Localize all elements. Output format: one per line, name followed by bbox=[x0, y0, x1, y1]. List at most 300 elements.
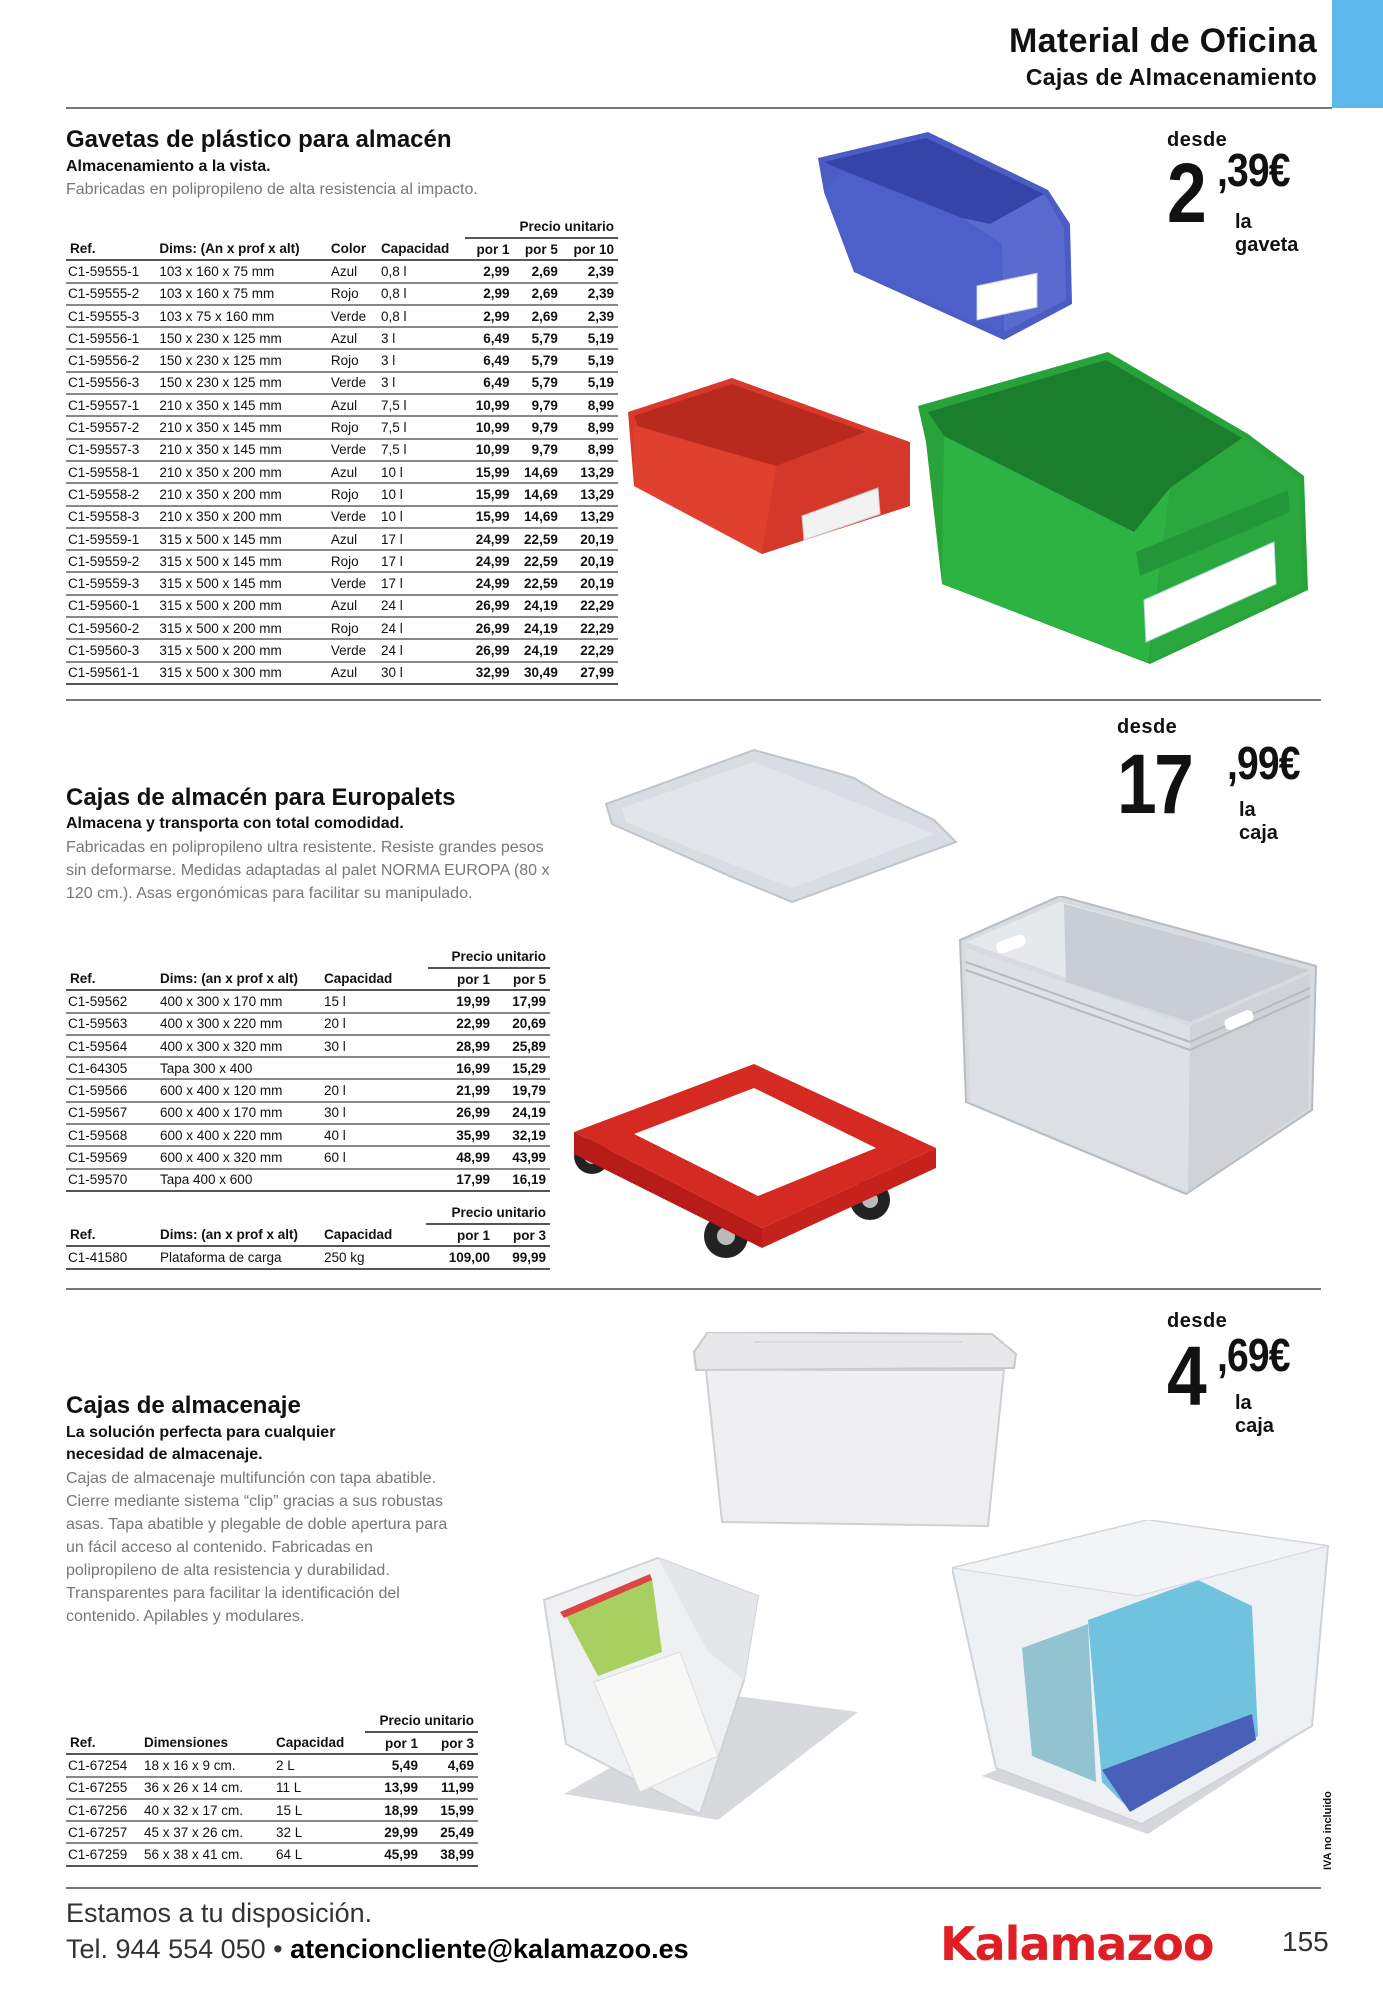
table-row bbox=[66, 1169, 550, 1191]
table-cell: 3 l bbox=[377, 349, 465, 371]
table-cell: Rojo bbox=[327, 349, 377, 371]
table-cell: Tapa 400 x 600 bbox=[156, 1169, 320, 1191]
table-cell: 315 x 500 x 200 mm bbox=[155, 595, 326, 617]
table-cell: 15 l bbox=[320, 990, 428, 1012]
table-cell: C1-59558-2 bbox=[66, 483, 155, 505]
table-cell: C1-59555-2 bbox=[66, 283, 155, 305]
col-capacidad: Capacidad bbox=[320, 968, 428, 990]
table-row bbox=[66, 1102, 550, 1124]
table-cell: 25,49 bbox=[422, 1821, 478, 1843]
table-cell: C1-59566 bbox=[66, 1079, 156, 1101]
table-cell: C1-59568 bbox=[66, 1124, 156, 1146]
table-cell: Rojo bbox=[327, 283, 377, 305]
table-cell: Azul bbox=[327, 595, 377, 617]
table-cell: C1-59557-2 bbox=[66, 416, 155, 438]
table-cell: 400 x 300 x 170 mm bbox=[156, 990, 320, 1012]
col-por1: por 1 bbox=[365, 1732, 422, 1754]
table-cell: 45 x 37 x 26 cm. bbox=[140, 1821, 272, 1843]
table-cell: 24,99 bbox=[465, 572, 513, 594]
table-cell: 315 x 500 x 200 mm bbox=[155, 639, 326, 661]
col-por3: por 3 bbox=[494, 1224, 550, 1246]
table-cell: 30 l bbox=[320, 1102, 428, 1124]
page-category-subtitle: Cajas de Almacenamiento bbox=[1025, 64, 1317, 90]
price-table-plataforma bbox=[66, 1202, 550, 1270]
table-cell: 210 x 350 x 145 mm bbox=[155, 394, 326, 416]
section-title: Cajas de almacén para Europalets bbox=[66, 784, 456, 811]
table-cell: 600 x 400 x 170 mm bbox=[156, 1102, 320, 1124]
table-row bbox=[66, 1035, 550, 1057]
table-cell: 26,99 bbox=[465, 639, 513, 661]
table-cell: 10 l bbox=[377, 483, 465, 505]
table-row bbox=[66, 1013, 550, 1035]
table-cell: 0,8 l bbox=[377, 283, 465, 305]
table-cell: C1-59562 bbox=[66, 990, 156, 1012]
section-tab-marker bbox=[1332, 0, 1383, 108]
table-cell: 32,99 bbox=[465, 662, 513, 684]
blue-bin-image bbox=[812, 132, 1082, 342]
col-dims: Dims: (an x prof x alt) bbox=[156, 1224, 320, 1246]
table-cell: 30 l bbox=[320, 1035, 428, 1057]
table-cell: C1-59557-1 bbox=[66, 394, 155, 416]
table-cell: C1-67254 bbox=[66, 1754, 140, 1776]
table-cell: 3 l bbox=[377, 372, 465, 394]
table-cell: 15 L bbox=[272, 1799, 365, 1821]
table-cell: 7,5 l bbox=[377, 439, 465, 461]
table-row bbox=[66, 506, 618, 528]
table-cell: Verde bbox=[327, 439, 377, 461]
price-table-europalets bbox=[66, 946, 550, 1192]
table-cell: Azul bbox=[327, 662, 377, 684]
table-row bbox=[66, 1821, 478, 1843]
table-row bbox=[66, 662, 618, 684]
table-cell: 8,99 bbox=[562, 394, 618, 416]
price-table-almacenaje bbox=[66, 1710, 478, 1867]
table-cell: 26,99 bbox=[465, 617, 513, 639]
table-cell: 210 x 350 x 145 mm bbox=[155, 416, 326, 438]
table-cell: Verde bbox=[327, 572, 377, 594]
table-cell: 210 x 350 x 200 mm bbox=[155, 506, 326, 528]
table-cell: C1-59556-2 bbox=[66, 349, 155, 371]
table-cell: Azul bbox=[327, 260, 377, 282]
table-row bbox=[66, 305, 618, 327]
table-row bbox=[66, 416, 618, 438]
table-cell: 20,19 bbox=[562, 550, 618, 572]
table-cell: 11 L bbox=[272, 1777, 365, 1799]
table-cell: 22,59 bbox=[514, 572, 562, 594]
col-dims: Dims: (An x prof x alt) bbox=[155, 238, 326, 260]
table-cell: 315 x 500 x 145 mm bbox=[155, 550, 326, 572]
table-cell: 21,99 bbox=[428, 1079, 494, 1101]
table-cell: C1-59558-3 bbox=[66, 506, 155, 528]
table-cell: 150 x 230 x 125 mm bbox=[155, 349, 326, 371]
col-por1: por 1 bbox=[465, 238, 513, 260]
table-cell: 64 L bbox=[272, 1843, 365, 1865]
red-dolly-image bbox=[570, 1060, 940, 1268]
table-row bbox=[66, 1146, 550, 1168]
table-row bbox=[66, 260, 618, 282]
table-cell: C1-59570 bbox=[66, 1169, 156, 1191]
col-ref: Ref. bbox=[66, 1732, 140, 1754]
table-cell: 2,39 bbox=[562, 305, 618, 327]
table-cell: 18 x 16 x 9 cm. bbox=[140, 1754, 272, 1776]
table-cell: 8,99 bbox=[562, 416, 618, 438]
table-row bbox=[66, 572, 618, 594]
table-row bbox=[66, 461, 618, 483]
table-cell: 5,79 bbox=[514, 349, 562, 371]
table-cell: C1-67256 bbox=[66, 1799, 140, 1821]
table-cell: 5,79 bbox=[514, 327, 562, 349]
table-cell: C1-59560-2 bbox=[66, 617, 155, 639]
table-cell: 24 l bbox=[377, 595, 465, 617]
clear-box-with-lid-image bbox=[692, 1332, 1018, 1528]
table-cell: 0,8 l bbox=[377, 260, 465, 282]
col-dims: Dims: (an x prof x alt) bbox=[156, 968, 320, 990]
table-cell: C1-59569 bbox=[66, 1146, 156, 1168]
table-row bbox=[66, 1246, 550, 1268]
table-cell: 20 l bbox=[320, 1079, 428, 1101]
table-cell: 5,19 bbox=[562, 349, 618, 371]
table-cell: 7,5 l bbox=[377, 394, 465, 416]
table-cell: 17,99 bbox=[494, 990, 550, 1012]
table-cell: 22,29 bbox=[562, 617, 618, 639]
table-cell: 600 x 400 x 320 mm bbox=[156, 1146, 320, 1168]
price-unit: la gaveta bbox=[1235, 211, 1299, 256]
section-title: Gavetas de plástico para almacén bbox=[66, 126, 452, 153]
col-por3: por 3 bbox=[422, 1732, 478, 1754]
table-cell: 36 x 26 x 14 cm. bbox=[140, 1777, 272, 1799]
table-cell: 35,99 bbox=[428, 1124, 494, 1146]
table-cell: 250 kg bbox=[320, 1246, 426, 1268]
table-row bbox=[66, 617, 618, 639]
table-cell: C1-59555-1 bbox=[66, 260, 155, 282]
table-cell: C1-59556-1 bbox=[66, 327, 155, 349]
table-cell: 20 l bbox=[320, 1013, 428, 1035]
table-row bbox=[66, 283, 618, 305]
table-cell: 56 x 38 x 41 cm. bbox=[140, 1843, 272, 1865]
footer-bullet: • bbox=[265, 1934, 291, 1964]
table-cell: 24,19 bbox=[514, 617, 562, 639]
table-cell: 22,59 bbox=[514, 550, 562, 572]
table-cell: 24,99 bbox=[465, 528, 513, 550]
table-cell: 10,99 bbox=[465, 394, 513, 416]
col-capacidad: Capacidad bbox=[377, 238, 465, 260]
col-capacidad: Capacidad bbox=[272, 1732, 365, 1754]
table-row bbox=[66, 639, 618, 661]
table-cell: 2,99 bbox=[465, 260, 513, 282]
table-cell: 38,99 bbox=[422, 1843, 478, 1865]
footer-phone: Tel. 944 554 050 bbox=[66, 1934, 266, 1964]
table-cell: C1-59560-3 bbox=[66, 639, 155, 661]
clear-box-folders-image bbox=[540, 1556, 866, 1822]
table-cell: Rojo bbox=[327, 617, 377, 639]
table-cell: Azul bbox=[327, 461, 377, 483]
table-cell: 45,99 bbox=[365, 1843, 422, 1865]
table-cell: 15,99 bbox=[422, 1799, 478, 1821]
price-decimal: ,69€ bbox=[1217, 1329, 1290, 1381]
table-cell: 10,99 bbox=[465, 416, 513, 438]
footer-email-link[interactable]: atencioncliente@kalamazoo.es bbox=[290, 1934, 689, 1964]
table-cell: 315 x 500 x 200 mm bbox=[155, 617, 326, 639]
table-cell: C1-67255 bbox=[66, 1777, 140, 1799]
grey-crate-image bbox=[956, 896, 1320, 1196]
table-cell: Azul bbox=[327, 394, 377, 416]
table-cell: 14,69 bbox=[514, 506, 562, 528]
table-cell: 5,19 bbox=[562, 327, 618, 349]
table-cell: 11,99 bbox=[422, 1777, 478, 1799]
table-cell: 2,69 bbox=[514, 305, 562, 327]
table-cell: 600 x 400 x 220 mm bbox=[156, 1124, 320, 1146]
footer-divider bbox=[66, 1887, 1321, 1889]
table-cell: 150 x 230 x 125 mm bbox=[155, 327, 326, 349]
table-cell: 15,99 bbox=[465, 461, 513, 483]
col-ref: Ref. bbox=[66, 968, 156, 990]
section-tagline: La solución perfecta para cualquier necesidad de almacenaje. bbox=[66, 1424, 336, 1463]
table-cell: 2,69 bbox=[514, 260, 562, 282]
table-cell: 13,29 bbox=[562, 461, 618, 483]
precio-unitario-label: Precio unitario bbox=[365, 1710, 478, 1732]
table-cell: 20,69 bbox=[494, 1013, 550, 1035]
page-number: 155 bbox=[1282, 1926, 1329, 1957]
table-cell: C1-59561-1 bbox=[66, 662, 155, 684]
table-row bbox=[66, 1843, 478, 1865]
table-cell: 9,79 bbox=[514, 439, 562, 461]
green-bin-image bbox=[918, 352, 1310, 664]
table-cell: 19,99 bbox=[428, 990, 494, 1012]
footer-tagline: Estamos a tu disposición. bbox=[66, 1898, 373, 1928]
col-por5: por 5 bbox=[494, 968, 550, 990]
table-cell: 2,99 bbox=[465, 283, 513, 305]
table-row bbox=[66, 439, 618, 461]
table-cell: 14,69 bbox=[514, 461, 562, 483]
price-integer: 17 bbox=[1117, 737, 1192, 831]
table-cell: C1-59555-3 bbox=[66, 305, 155, 327]
price-unit: la caja bbox=[1239, 799, 1278, 844]
table-cell: 28,99 bbox=[428, 1035, 494, 1057]
table-cell: C1-59559-2 bbox=[66, 550, 155, 572]
table-cell: 26,99 bbox=[428, 1102, 494, 1124]
table-cell: Azul bbox=[327, 528, 377, 550]
price-decimal: ,99€ bbox=[1227, 737, 1300, 789]
price-decimal: ,39€ bbox=[1217, 144, 1290, 196]
table-cell: 5,19 bbox=[562, 372, 618, 394]
table-cell: 40 l bbox=[320, 1124, 428, 1146]
table-cell: 40 x 32 x 17 cm. bbox=[140, 1799, 272, 1821]
table-cell: 19,79 bbox=[494, 1079, 550, 1101]
desde-label: desde bbox=[1167, 1310, 1228, 1332]
table-row bbox=[66, 550, 618, 572]
section-description: Fabricadas en polipropileno ultra resistente. Resiste grandes pesos sin deformarse. Medidas adaptadas al palet NORMA EUROPA (80 x 120 cm.). Asas ergonómicas para facilitar su manipulado. bbox=[66, 839, 550, 902]
table-cell: 4,69 bbox=[422, 1754, 478, 1776]
table-row bbox=[66, 1799, 478, 1821]
table-cell: 600 x 400 x 120 mm bbox=[156, 1079, 320, 1101]
section-divider bbox=[66, 1288, 1321, 1290]
desde-label: desde bbox=[1117, 716, 1178, 738]
section-divider bbox=[66, 699, 1321, 701]
section-description: Cajas de almacenaje multifunción con tapa abatible. Cierre mediante sistema “clip” gracias a sus robustas asas. Tapa abatible y plegable de doble apertura para un fácil acceso al contenido. Fabricadas en polipropileno de alta resistencia y durabilidad. Transparentes para facilitar la identificación del contenido. Apilables y modulares. bbox=[66, 1470, 448, 1625]
table-row bbox=[66, 349, 618, 371]
table-cell: 9,79 bbox=[514, 394, 562, 416]
col-capacidad: Capacidad bbox=[320, 1224, 426, 1246]
table-row bbox=[66, 327, 618, 349]
table-cell: 17 l bbox=[377, 550, 465, 572]
table-cell: Verde bbox=[327, 305, 377, 327]
table-cell: 24,99 bbox=[465, 550, 513, 572]
col-por10: por 10 bbox=[562, 238, 618, 260]
table-cell: 103 x 160 x 75 mm bbox=[155, 260, 326, 282]
table-cell: 18,99 bbox=[365, 1799, 422, 1821]
table-cell: 15,99 bbox=[465, 483, 513, 505]
table-cell: 5,79 bbox=[514, 372, 562, 394]
table-cell: 22,29 bbox=[562, 639, 618, 661]
table-cell bbox=[320, 1169, 428, 1191]
table-cell: 32 L bbox=[272, 1821, 365, 1843]
section-tagline: Almacenamiento a la vista. bbox=[66, 158, 271, 175]
price-table-gavetas bbox=[66, 216, 618, 685]
table-row bbox=[66, 372, 618, 394]
price-integer: 2 bbox=[1167, 146, 1205, 240]
table-cell: C1-59567 bbox=[66, 1102, 156, 1124]
table-cell: Rojo bbox=[327, 416, 377, 438]
col-dimensiones: Dimensiones bbox=[140, 1732, 272, 1754]
table-cell: 6,49 bbox=[465, 349, 513, 371]
table-cell: 43,99 bbox=[494, 1146, 550, 1168]
table-cell: C1-64305 bbox=[66, 1057, 156, 1079]
table-cell: 16,99 bbox=[428, 1057, 494, 1079]
precio-unitario-label: Precio unitario bbox=[426, 1202, 550, 1224]
table-cell: 32,19 bbox=[494, 1124, 550, 1146]
table-cell: 210 x 350 x 145 mm bbox=[155, 439, 326, 461]
table-cell: 315 x 500 x 145 mm bbox=[155, 572, 326, 594]
table-cell: 6,49 bbox=[465, 327, 513, 349]
table-row bbox=[66, 1057, 550, 1079]
table-cell: 10 l bbox=[377, 506, 465, 528]
col-ref: Ref. bbox=[66, 1224, 156, 1246]
table-cell: 20,19 bbox=[562, 528, 618, 550]
table-row bbox=[66, 990, 550, 1012]
table-row bbox=[66, 595, 618, 617]
table-cell: 14,69 bbox=[514, 483, 562, 505]
table-cell: 25,89 bbox=[494, 1035, 550, 1057]
table-cell: C1-59556-3 bbox=[66, 372, 155, 394]
table-cell: C1-59559-1 bbox=[66, 528, 155, 550]
table-cell: 10 l bbox=[377, 461, 465, 483]
table-cell: 103 x 75 x 160 mm bbox=[155, 305, 326, 327]
table-cell: C1-67257 bbox=[66, 1821, 140, 1843]
table-cell: 48,99 bbox=[428, 1146, 494, 1168]
table-cell: 150 x 230 x 125 mm bbox=[155, 372, 326, 394]
table-cell: 315 x 500 x 300 mm bbox=[155, 662, 326, 684]
iva-note: IVA no incluido bbox=[1322, 1791, 1334, 1870]
table-cell: C1-59558-1 bbox=[66, 461, 155, 483]
table-cell: 103 x 160 x 75 mm bbox=[155, 283, 326, 305]
table-cell: 60 l bbox=[320, 1146, 428, 1168]
kalamazoo-logo: Kalamazoo bbox=[940, 1917, 1214, 1971]
table-cell: 20,19 bbox=[562, 572, 618, 594]
table-cell: 7,5 l bbox=[377, 416, 465, 438]
table-cell: 0,8 l bbox=[377, 305, 465, 327]
table-cell: Plataforma de carga bbox=[156, 1246, 320, 1268]
table-row bbox=[66, 1124, 550, 1146]
section-tagline: Almacena y transporta con total comodidad. bbox=[66, 815, 404, 832]
table-cell: 17,99 bbox=[428, 1169, 494, 1191]
table-cell: 27,99 bbox=[562, 662, 618, 684]
table-row bbox=[66, 394, 618, 416]
table-cell: C1-67259 bbox=[66, 1843, 140, 1865]
table-cell: 30,49 bbox=[514, 662, 562, 684]
table-cell: 400 x 300 x 320 mm bbox=[156, 1035, 320, 1057]
table-cell: Rojo bbox=[327, 483, 377, 505]
table-cell: 24 l bbox=[377, 617, 465, 639]
table-cell: 26,99 bbox=[465, 595, 513, 617]
precio-unitario-label: Precio unitario bbox=[465, 216, 618, 238]
table-cell: 15,99 bbox=[465, 506, 513, 528]
table-cell: 16,19 bbox=[494, 1169, 550, 1191]
table-cell: 109,00 bbox=[426, 1246, 494, 1268]
table-cell: 24,19 bbox=[514, 639, 562, 661]
table-row bbox=[66, 483, 618, 505]
precio-unitario-label: Precio unitario bbox=[428, 946, 550, 968]
table-cell: 30 l bbox=[377, 662, 465, 684]
table-cell: 22,29 bbox=[562, 595, 618, 617]
table-cell: 210 x 350 x 200 mm bbox=[155, 483, 326, 505]
table-cell: Rojo bbox=[327, 550, 377, 572]
table-cell: Verde bbox=[327, 506, 377, 528]
table-row bbox=[66, 1079, 550, 1101]
price-unit: la caja bbox=[1235, 1392, 1274, 1437]
table-cell: 2,99 bbox=[465, 305, 513, 327]
table-cell: 8,99 bbox=[562, 439, 618, 461]
table-cell: 22,59 bbox=[514, 528, 562, 550]
table-cell: Azul bbox=[327, 327, 377, 349]
table-cell: C1-41580 bbox=[66, 1246, 156, 1268]
table-cell: 29,99 bbox=[365, 1821, 422, 1843]
section-description: Fabricadas en polipropileno de alta resistencia al impacto. bbox=[66, 181, 478, 198]
col-por1: por 1 bbox=[426, 1224, 494, 1246]
col-por5: por 5 bbox=[514, 238, 562, 260]
header-divider bbox=[66, 107, 1332, 109]
table-cell: 15,29 bbox=[494, 1057, 550, 1079]
page-category-title: Material de Oficina bbox=[1008, 22, 1317, 60]
table-cell: 99,99 bbox=[494, 1246, 550, 1268]
table-cell: 13,29 bbox=[562, 506, 618, 528]
table-cell: C1-59557-3 bbox=[66, 439, 155, 461]
table-row bbox=[66, 1777, 478, 1799]
col-ref: Ref. bbox=[66, 238, 155, 260]
col-color: Color bbox=[327, 238, 377, 260]
table-cell bbox=[320, 1057, 428, 1079]
table-cell: 13,99 bbox=[365, 1777, 422, 1799]
table-cell: 2,69 bbox=[514, 283, 562, 305]
red-bin-image bbox=[626, 376, 916, 556]
table-cell: Tapa 300 x 400 bbox=[156, 1057, 320, 1079]
table-cell: 24,19 bbox=[494, 1102, 550, 1124]
table-cell: 17 l bbox=[377, 572, 465, 594]
table-cell: 6,49 bbox=[465, 372, 513, 394]
table-row bbox=[66, 1754, 478, 1776]
table-cell: 2,39 bbox=[562, 283, 618, 305]
price-integer: 4 bbox=[1167, 1329, 1205, 1423]
footer-contact bbox=[66, 1934, 689, 1965]
table-cell: 3 l bbox=[377, 327, 465, 349]
clear-box-towels-image bbox=[952, 1520, 1330, 1836]
table-cell: 315 x 500 x 145 mm bbox=[155, 528, 326, 550]
table-cell: 10,99 bbox=[465, 439, 513, 461]
table-cell: 22,99 bbox=[428, 1013, 494, 1035]
table-cell: 400 x 300 x 220 mm bbox=[156, 1013, 320, 1035]
grey-lid-image bbox=[604, 748, 960, 904]
table-cell: 9,79 bbox=[514, 416, 562, 438]
table-cell: 13,29 bbox=[562, 483, 618, 505]
